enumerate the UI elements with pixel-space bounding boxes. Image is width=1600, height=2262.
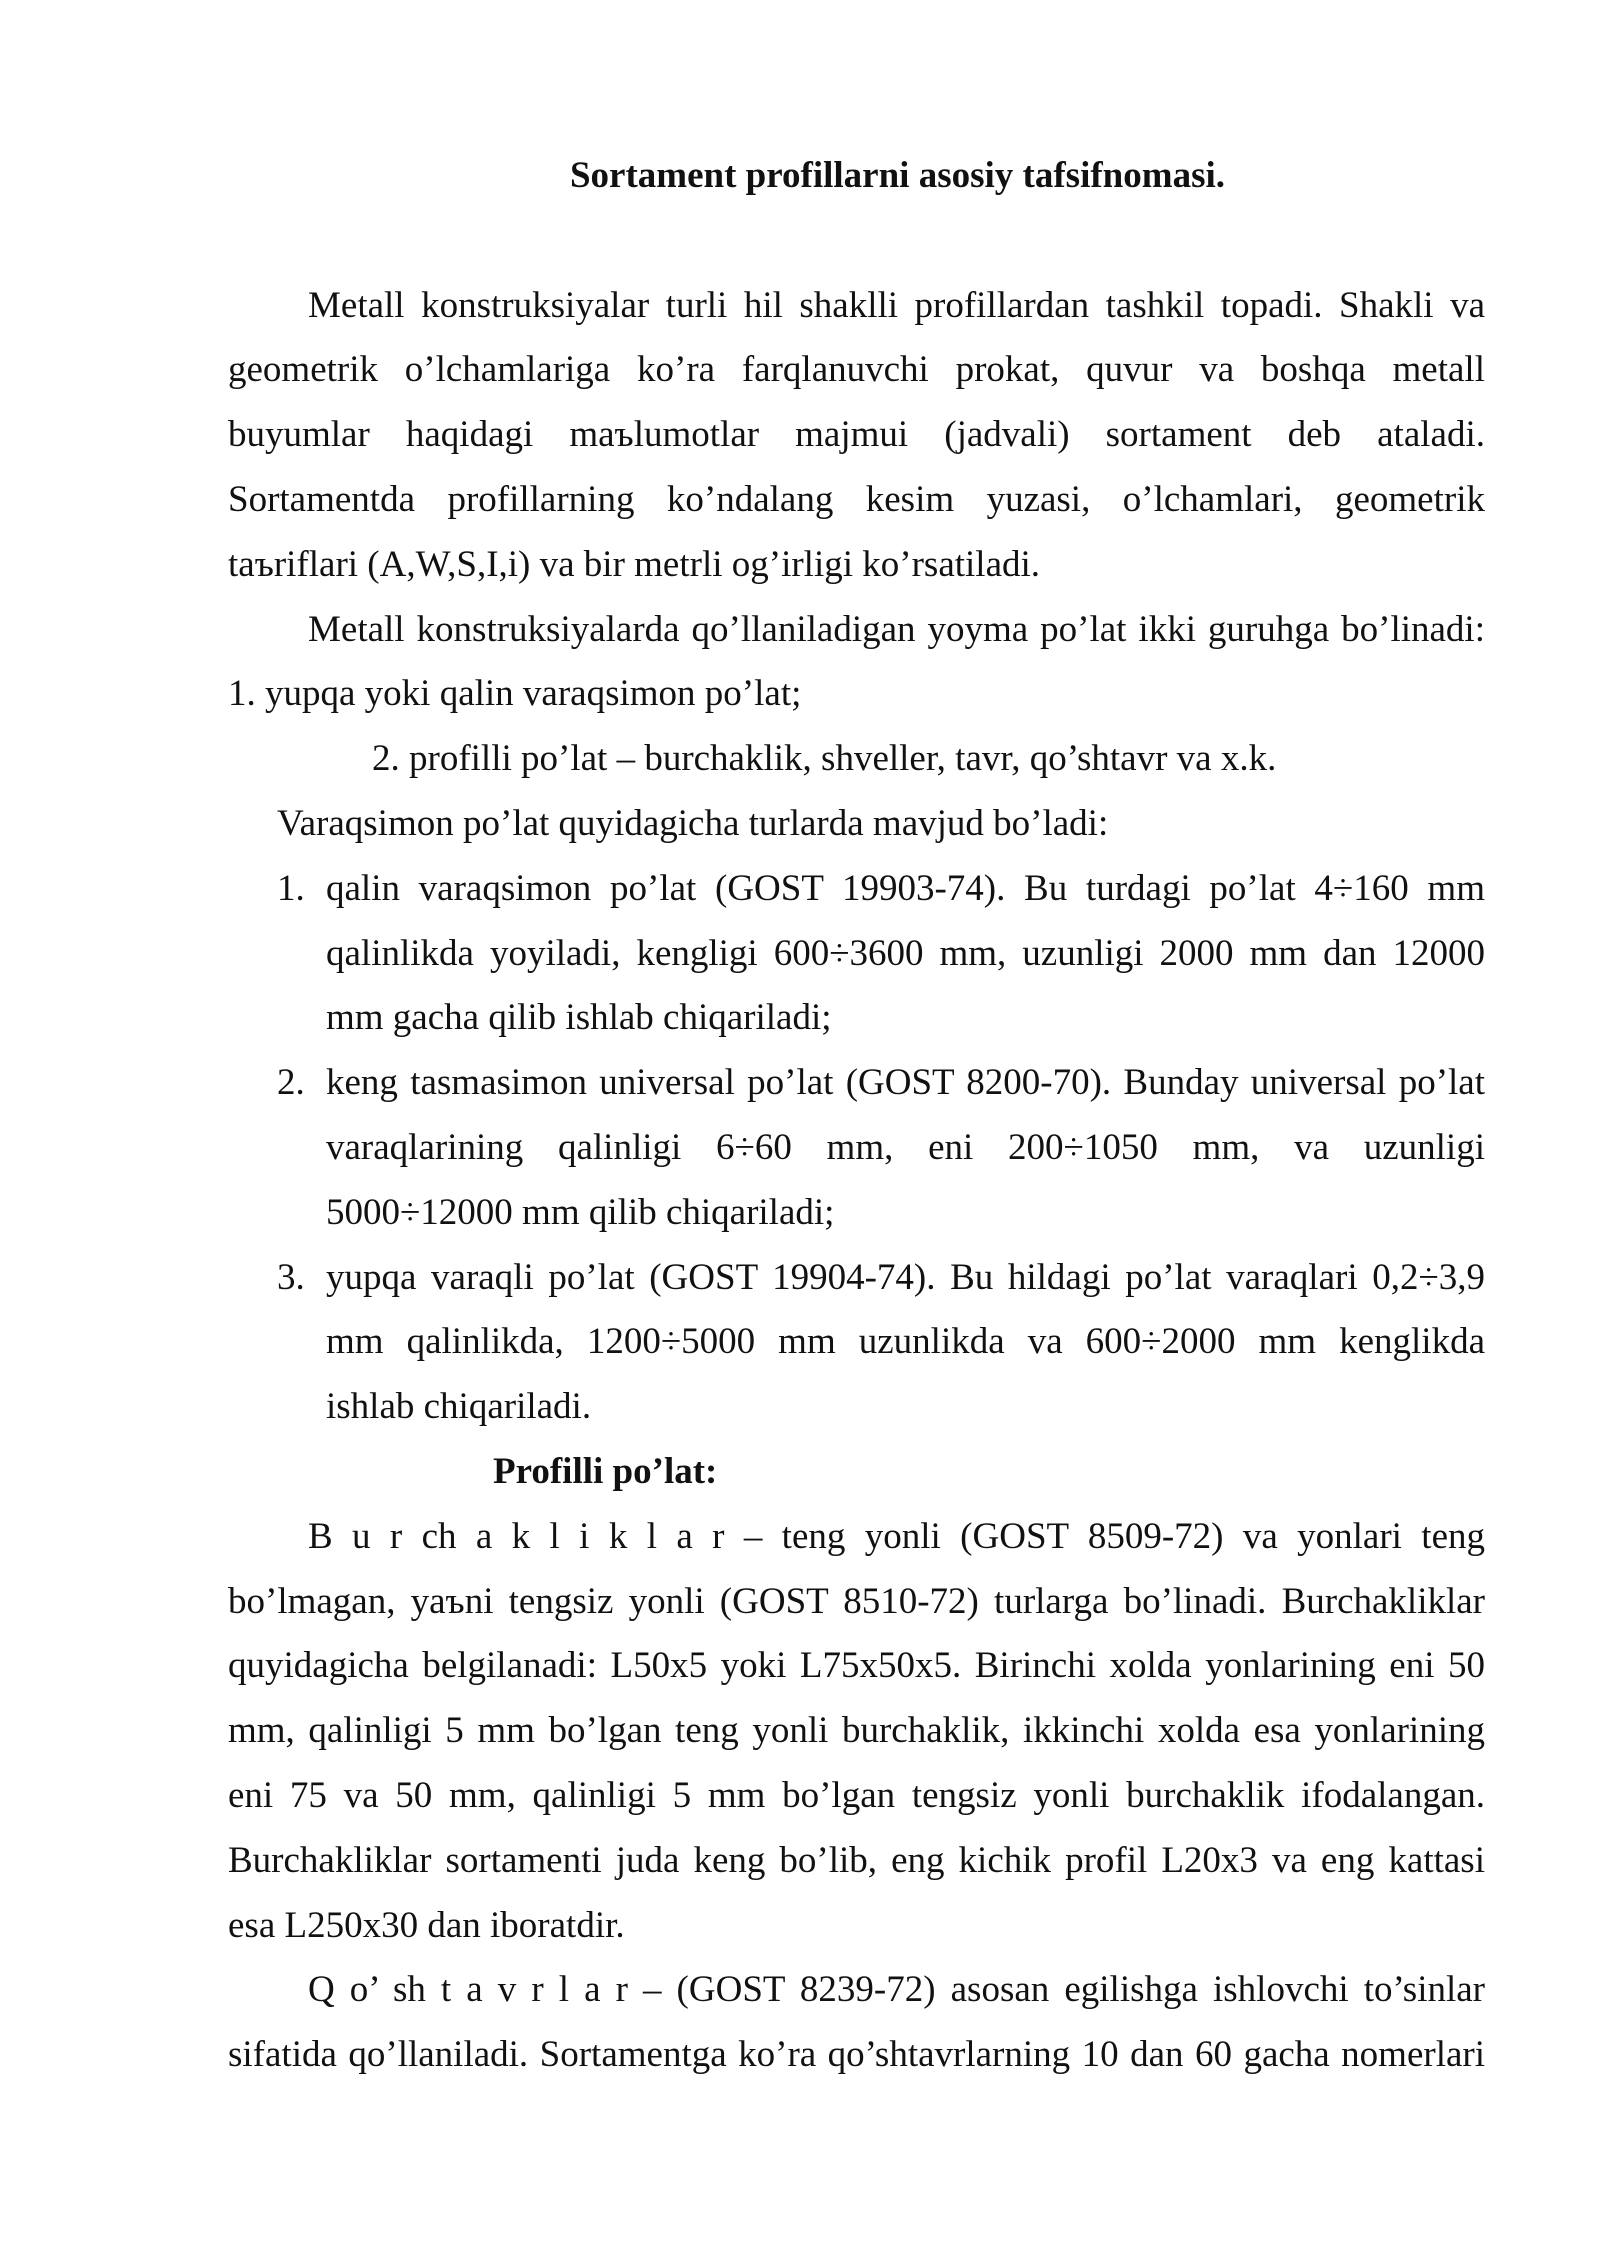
section-heading: Profilli po’lat: [493, 1450, 718, 1492]
paragraph-line: Metall konstruksiyalarda qo’llaniladigan yoyma po’lat ikki guruhga bo’linadi: [308, 608, 1485, 650]
steel-groups-paragraph [228, 598, 1485, 792]
paragraph-line: Q o’ sh t a v r l a r – (GOST 8239-72) asosan egilishga ishlovchi to’sinlar [308, 1969, 1485, 2011]
paragraph-line: esa L250x30 dan iboratdir. [228, 1904, 625, 1946]
list-item-text [326, 1051, 1485, 1245]
steel-group-item: 1. yupqa yoki qalin varaqsimon po’lat; [228, 673, 802, 715]
paragraph-line: bo’lmagan, yaъni tengsiz yonli (GOST 8510-72) turlarga bo’linadi. Burchakliklar [228, 1580, 1485, 1622]
intro-paragraph [228, 274, 1485, 598]
sheet-types-section [228, 792, 1485, 1440]
list-item-text [326, 857, 1485, 1051]
page-title: Sortament profillarni asosiy tafsifnomasi. [569, 155, 1226, 196]
angles-paragraph [228, 1505, 1485, 1959]
paragraph-line: Burchakliklar sortamenti juda keng bo’lib, eng kichik profil L20x3 va eng kattasi [228, 1839, 1485, 1881]
list-item [228, 1246, 1485, 1440]
paragraph-line: B u r ch a k l i k l a r – teng yonli (GOST 8509-72) va yonlari teng [308, 1515, 1485, 1557]
paragraph-line: sifatida qo’llaniladi. Sortamentga ko’ra qo’shtavrlarning 10 dan 60 gacha nomerlari [228, 2034, 1485, 2076]
paragraph-line: eni 75 va 50 mm, qalinligi 5 mm bo’lgan tengsiz yonli burchaklik ifodalangan. [228, 1774, 1485, 1816]
list-item-number: 1. [277, 867, 305, 909]
paragraph-line: mm, qalinligi 5 mm bo’lgan teng yonli burchaklik, ikkinchi xolda esa yonlarining [228, 1710, 1485, 1752]
paragraph-line: quyidagicha belgilanadi: L50x5 yoki L75x50x5. Birinchi xolda yonlarining eni 50 [228, 1645, 1485, 1687]
list-item-line: mm qalinlikda, 1200÷5000 mm uzunlikda va 600÷2000 mm kenglikda [326, 1321, 1485, 1363]
document-body [228, 144, 1485, 2088]
list-item-line: 5000÷12000 mm qilib chiqariladi; [326, 1191, 835, 1233]
list-item-line: qalin varaqsimon po’lat (GOST 19903-74). Bu turdagi po’lat 4÷160 mm [326, 867, 1485, 909]
paragraph-line: Sortamentda profillarning ko’ndalang kesim yuzasi, o’lchamlari, geometrik [228, 478, 1485, 520]
list-item-number: 2. [277, 1062, 305, 1104]
list-item [228, 857, 1485, 1051]
paragraph-line: geometrik o’lchamlariga ko’ra farqlanuvchi prokat, quvur va boshqa metall [228, 349, 1485, 391]
steel-group-item: 2. profilli po’lat – burchaklik, shveller, tavr, qo’shtavr va x.k. [372, 738, 1277, 780]
list-item-line: mm gacha qilib ishlab chiqariladi; [326, 997, 832, 1039]
list-item-line: yupqa varaqli po’lat (GOST 19904-74). Bu hildagi po’lat varaqlari 0,2÷3,9 [326, 1256, 1485, 1298]
list-item-line: keng tasmasimon universal po’lat (GOST 8200-70). Bunday universal po’lat [326, 1062, 1485, 1104]
blank-line [228, 209, 1485, 274]
i-beams-paragraph [228, 1958, 1485, 2088]
paragraph-line: buyumlar haqidagi maъlumotlar majmui (jadvali) sortament deb ataladi. [228, 414, 1485, 456]
list-item-line: qalinlikda yoyiladi, kengligi 600÷3600 mm, uzunligi 2000 mm dan 12000 [326, 932, 1485, 974]
list-item-line: ishlab chiqariladi. [326, 1386, 592, 1428]
list-item [228, 1051, 1485, 1245]
paragraph-line: Metall konstruksiyalar turli hil shaklli profillardan tashkil topadi. Shakli va [308, 284, 1485, 326]
list-item-number: 3. [277, 1256, 305, 1298]
paragraph-line: taъriflari (A,W,S,I,i) va bir metrli og’irligi ko’rsatiladi. [228, 543, 1041, 585]
list-item-text [326, 1246, 1485, 1440]
sheet-types-lead: Varaqsimon po’lat quyidagicha turlarda mavjud bo’ladi: [277, 802, 1109, 844]
list-item-line: varaqlarining qalinligi 6÷60 mm, eni 200÷1050 mm, va uzunligi [326, 1126, 1485, 1168]
